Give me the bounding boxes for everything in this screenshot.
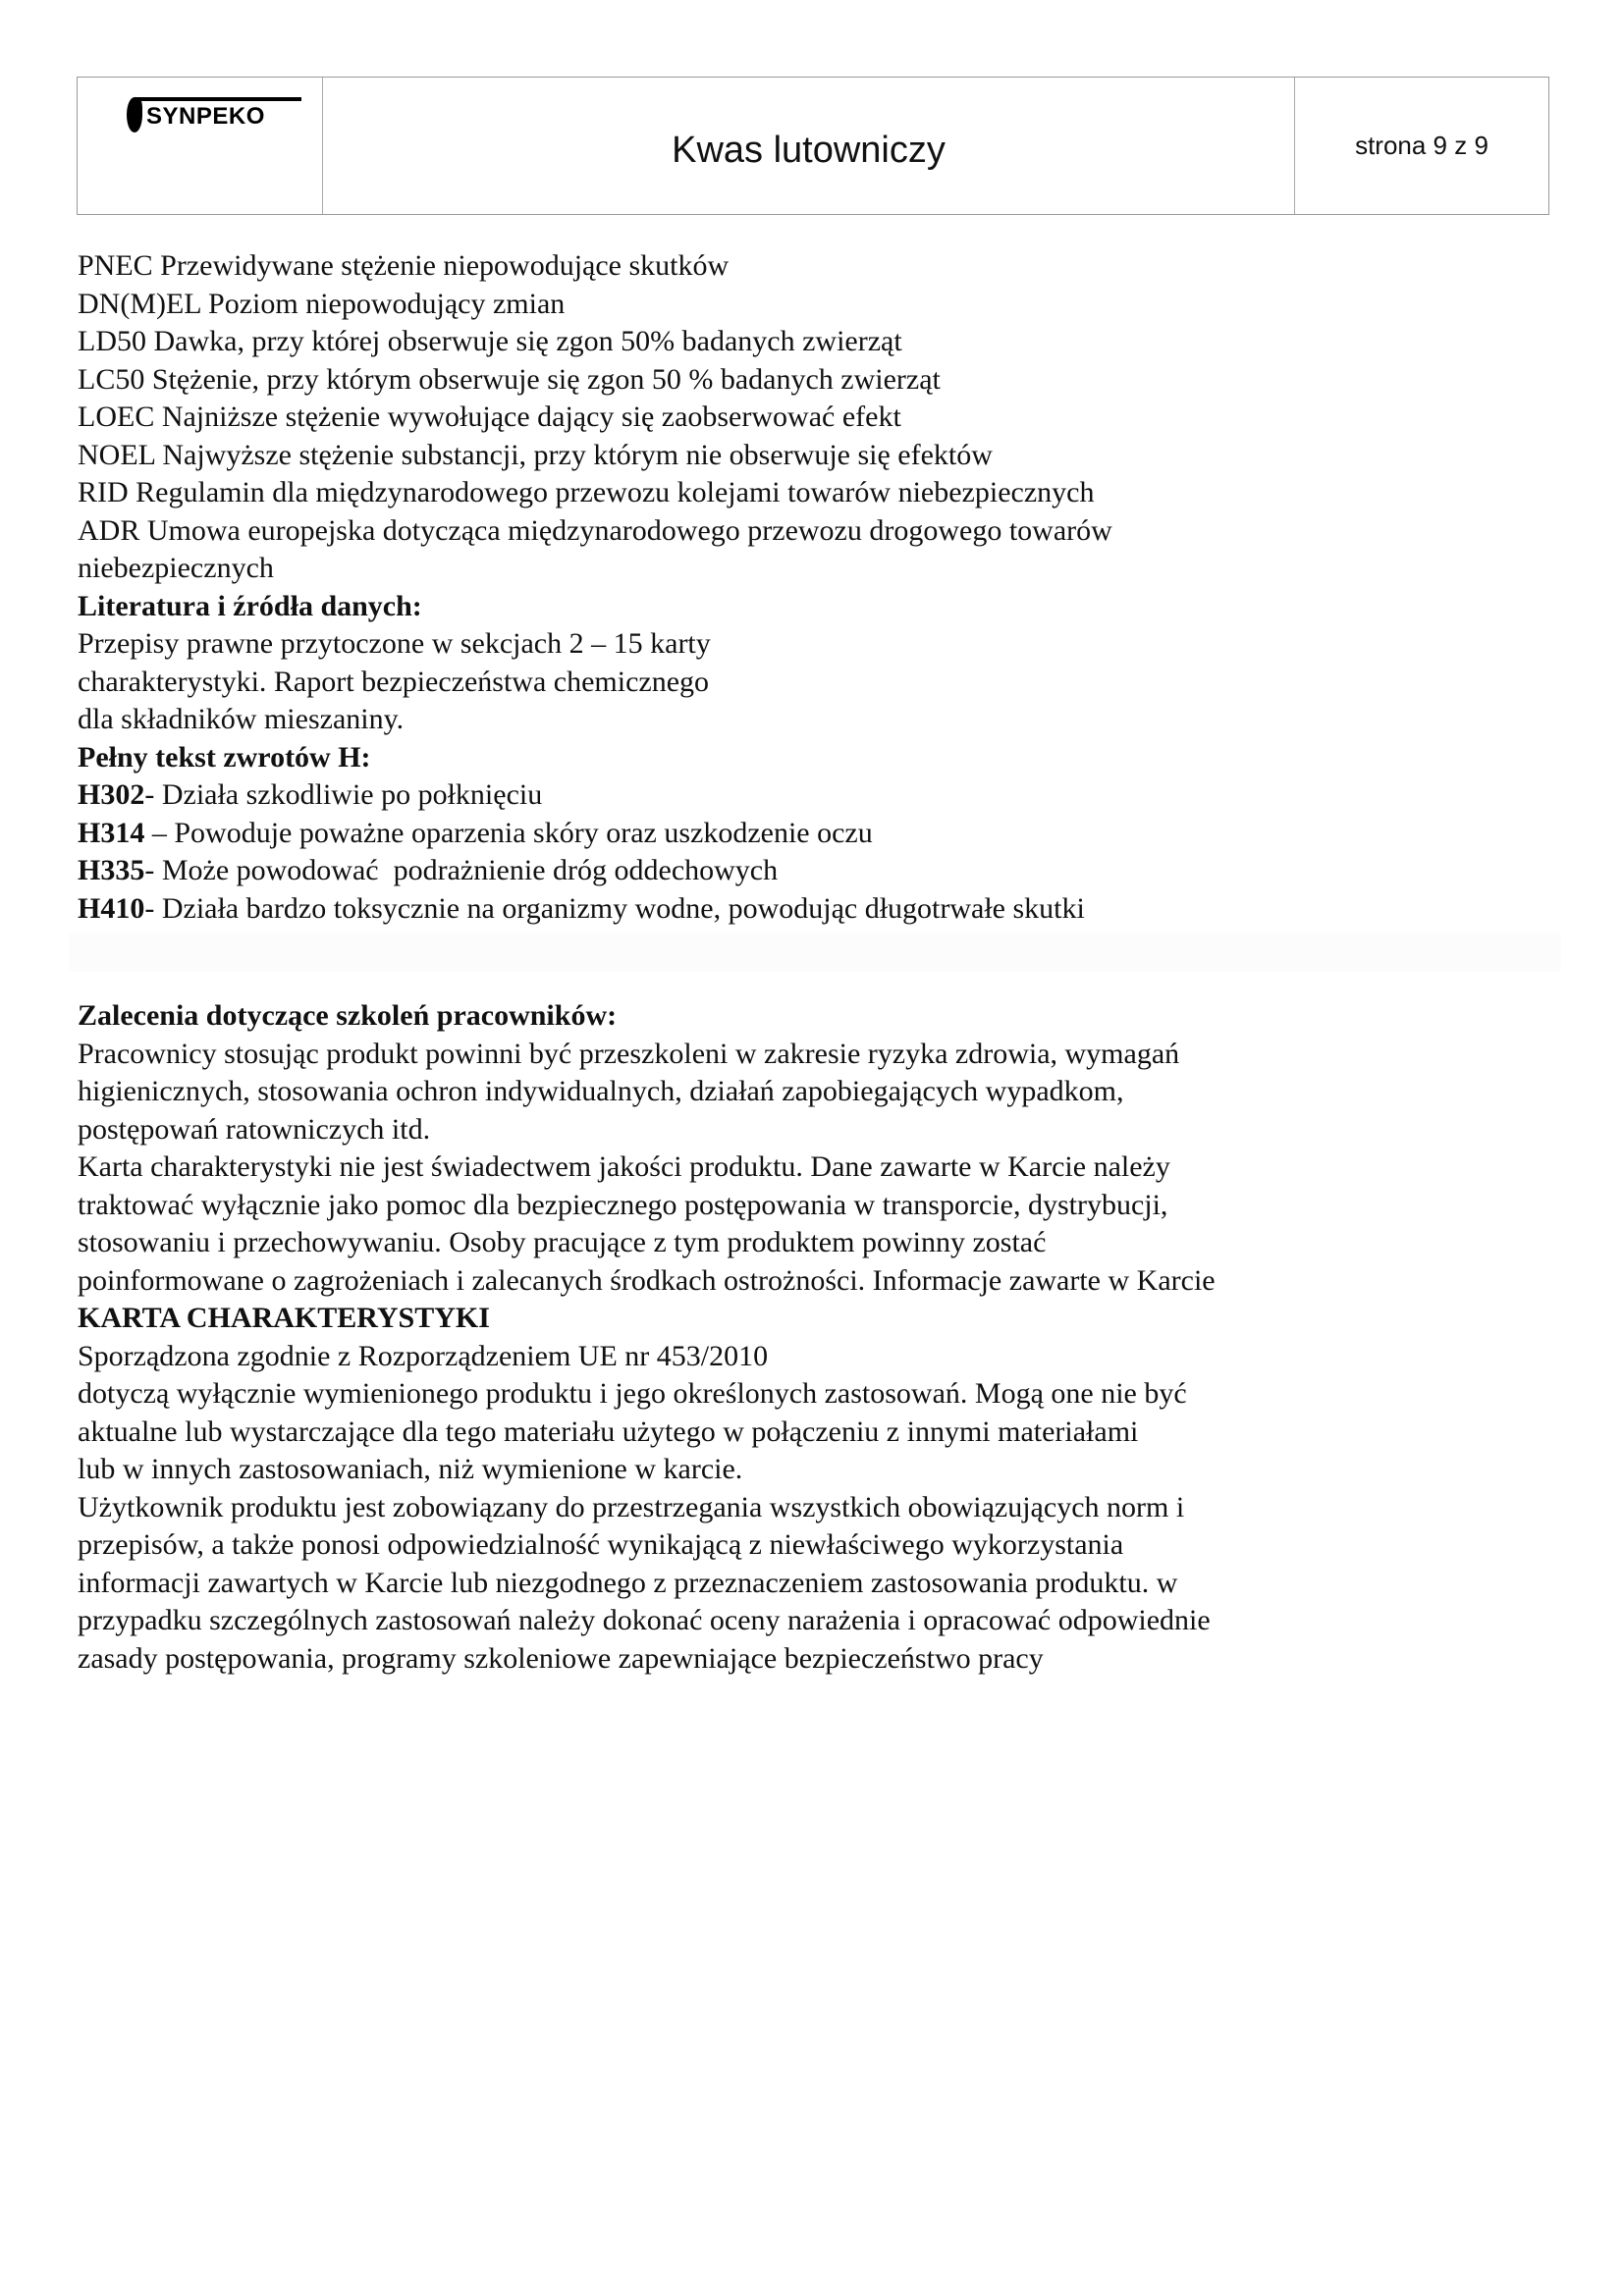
text-line bbox=[78, 1073, 1216, 1111]
text-line bbox=[78, 1489, 1216, 1527]
line-text: stosowaniu i przechowywaniu. Osoby pracujące z tym produktem powinny zostać bbox=[78, 1226, 1047, 1258]
text-line bbox=[78, 997, 1216, 1036]
text-line bbox=[78, 550, 1112, 588]
line-text: dotyczą wyłącznie wymienionego produktu i jego określonych zastosowań. Mogą one nie być bbox=[78, 1377, 1187, 1410]
line-text: - Działa bardzo toksycznie na organizmy wodne, powodując długotrwałe skutki bbox=[144, 891, 1085, 925]
line-text: ADR Umowa europejska dotycząca międzynarodowego przewozu drogowego towarów bbox=[78, 513, 1112, 547]
line-text: DN(M)EL Poziom niepowodujący zmian bbox=[78, 287, 566, 320]
logo-text: SYNPEKO bbox=[146, 103, 265, 130]
title-cell bbox=[323, 78, 1295, 214]
bold-text: Zalecenia dotyczące szkoleń pracowników: bbox=[78, 999, 618, 1032]
bold-text: H410 bbox=[78, 891, 145, 925]
text-line bbox=[78, 1111, 1216, 1149]
line-text: LOEC Najniższe stężenie wywołujące dający się zaobserwować efekt bbox=[78, 400, 901, 433]
text-line bbox=[78, 664, 1112, 702]
line-text: - Działa szkodliwie po połknięciu bbox=[144, 778, 543, 811]
logo-bar bbox=[135, 97, 301, 101]
synpeko-logo bbox=[127, 97, 303, 136]
text-line bbox=[78, 1187, 1216, 1225]
line-text: Pracownicy stosując produkt powinni być przeszkoleni w zakresie ryzyka zdrowia, wymagań bbox=[78, 1037, 1180, 1070]
text-line bbox=[78, 852, 1112, 890]
line-text: informacji zawartych w Karcie lub niezgodnego z przeznaczeniem zastosowania produktu. w bbox=[78, 1566, 1178, 1599]
line-text: Karta charakterystyki nie jest świadectwem jakości produktu. Dane zawarte w Karcie należy bbox=[78, 1150, 1170, 1183]
text-line bbox=[78, 1565, 1216, 1603]
training-recommendations-section bbox=[78, 997, 1216, 1678]
text-line bbox=[78, 1451, 1216, 1489]
page-header bbox=[77, 77, 1549, 215]
line-text: niebezpiecznych bbox=[78, 552, 274, 584]
text-line bbox=[78, 1224, 1216, 1262]
line-text: traktować wyłącznie jako pomoc dla bezpiecznego postępowania w transporcie, dystrybucji, bbox=[78, 1188, 1168, 1221]
text-line bbox=[78, 776, 1112, 815]
document-title: Kwas lutowniczy bbox=[672, 130, 946, 171]
text-line bbox=[78, 1602, 1216, 1640]
bold-text: H335 bbox=[78, 854, 145, 886]
line-text: – Powoduje poważne oparzenia skóry oraz uszkodzenie oczu bbox=[144, 816, 873, 849]
text-line bbox=[78, 247, 1112, 286]
text-line bbox=[78, 1640, 1216, 1679]
line-text: aktualne lub wystarczające dla tego materiału użytego w połączeniu z innymi materiałami bbox=[78, 1415, 1139, 1448]
page-number: strona 9 z 9 bbox=[1355, 131, 1488, 160]
line-text: Sporządzona zgodnie z Rozporządzeniem UE nr 453/2010 bbox=[78, 1339, 769, 1372]
text-line bbox=[78, 1375, 1216, 1414]
text-line bbox=[78, 512, 1112, 551]
line-text: postępowań ratowniczych itd. bbox=[78, 1112, 431, 1146]
bold-text: H314 bbox=[78, 816, 145, 849]
line-text: przepisów, a także ponosi odpowiedzialność wynikającą z niewłaściwego wykorzystania bbox=[78, 1528, 1124, 1561]
text-line bbox=[78, 890, 1112, 929]
text-line bbox=[78, 323, 1112, 361]
text-line bbox=[78, 625, 1112, 664]
text-line bbox=[78, 437, 1112, 475]
abbreviations-section bbox=[78, 247, 1112, 928]
line-text: poinformowane o zagrożeniach i zalecanych środkach ostrożności. Informacje zawarte w Karcie bbox=[78, 1263, 1216, 1297]
logo-cell bbox=[78, 78, 323, 214]
line-text: lub w innych zastosowaniach, niż wymienione w karcie. bbox=[78, 1453, 743, 1485]
line-text: RID Regulamin dla międzynarodowego przewozu kolejami towarów niebezpiecznych bbox=[78, 476, 1095, 508]
text-line bbox=[78, 1338, 1216, 1376]
line-text: dla składników mieszaniny. bbox=[78, 703, 405, 735]
line-text: Użytkownik produktu jest zobowiązany do przestrzegania wszystkich obowiązujących norm i bbox=[78, 1490, 1185, 1523]
bold-text: Pełny tekst zwrotów H: bbox=[78, 740, 371, 774]
text-line bbox=[78, 1148, 1216, 1187]
line-text: LD50 Dawka, przy której obserwuje się zgon 50% badanych zwierząt bbox=[78, 325, 902, 357]
text-line bbox=[78, 1414, 1216, 1452]
text-line bbox=[78, 1300, 1216, 1338]
text-line bbox=[78, 1526, 1216, 1565]
text-line bbox=[78, 286, 1112, 324]
line-text: przypadku szczególnych zastosowań należy dokonać oceny narażenia i opracować odpowiednie bbox=[78, 1604, 1211, 1636]
bold-text: KARTA CHARAKTERYSTYKI bbox=[78, 1302, 490, 1334]
text-line bbox=[78, 701, 1112, 739]
text-line bbox=[78, 1262, 1216, 1301]
faint-band bbox=[69, 933, 1561, 972]
line-text: Przepisy prawne przytoczone w sekcjach 2 – 15 karty bbox=[78, 627, 711, 660]
line-text: charakterystyki. Raport bezpieczeństwa chemicznego bbox=[78, 665, 710, 698]
text-line bbox=[78, 399, 1112, 437]
line-text: PNEC Przewidywane stężenie niepowodujące skutków bbox=[78, 249, 730, 282]
line-text: - Może powodować podrażnienie dróg oddechowych bbox=[144, 854, 779, 886]
text-line bbox=[78, 739, 1112, 777]
text-line bbox=[78, 1036, 1216, 1074]
text-line bbox=[78, 361, 1112, 400]
text-line bbox=[78, 588, 1112, 626]
logo-mark-icon bbox=[127, 97, 142, 133]
page-number-cell bbox=[1295, 78, 1548, 214]
text-line bbox=[78, 815, 1112, 853]
line-text: zasady postępowania, programy szkoleniowe zapewniające bezpieczeństwo pracy bbox=[78, 1641, 1044, 1675]
line-text: LC50 Stężenie, przy którym obserwuje się zgon 50 % badanych zwierząt bbox=[78, 362, 941, 396]
bold-text: H302 bbox=[78, 778, 145, 811]
bold-text: Literatura i źródła danych: bbox=[78, 589, 422, 622]
line-text: higienicznych, stosowania ochron indywidualnych, działań zapobiegających wypadkom, bbox=[78, 1075, 1124, 1107]
line-text: NOEL Najwyższe stężenie substancji, przy którym nie obserwuje się efektów bbox=[78, 438, 993, 471]
text-line bbox=[78, 474, 1112, 512]
